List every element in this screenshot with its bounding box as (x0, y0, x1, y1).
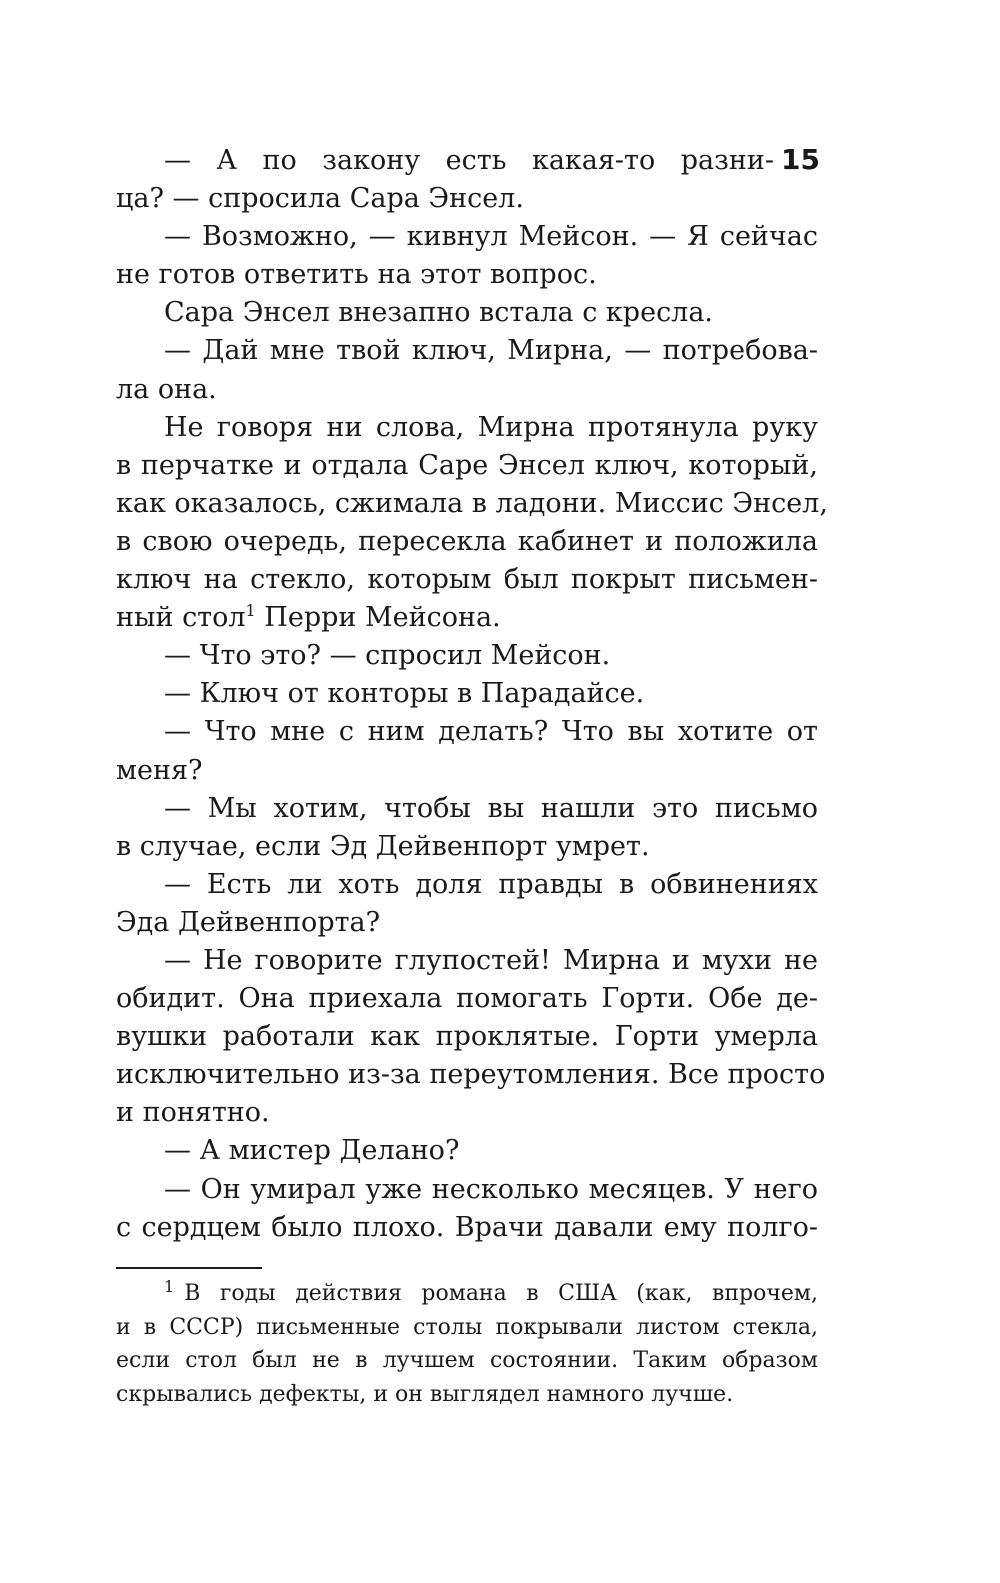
text-line: — Возможно, — кивнул Мейсон. — Я сейчас (164, 221, 818, 253)
footnote (116, 1277, 818, 1411)
text-line-with-footnote (116, 599, 818, 637)
body-text (116, 142, 828, 1247)
footnote-line: и в СССР) письменные столы покрывали листом стекла, (116, 1314, 818, 1340)
text-fragment: Перри Мейсона. (255, 602, 501, 634)
text-line: — Он умирал уже несколько месяцев. У него (164, 1173, 818, 1205)
text-line: ключ на стекло, которым был покрыт письмен- (116, 564, 818, 596)
footnote-line (116, 1277, 818, 1311)
text-line: — Не говорите глупостей! Мирна и мухи не (164, 944, 818, 976)
footnote-text: В годы действия романа в США (как, впрочем, (184, 1281, 818, 1306)
text-line: — Мы хотим, чтобы вы нашли это письмо (164, 792, 818, 824)
text-line: — Что мне с ним делать? Что вы хотите от (164, 716, 818, 748)
text-line: и понятно. (116, 1097, 270, 1129)
text-line: не готов ответить на этот вопрос. (116, 259, 597, 291)
text-line: вушки работали как проклятые. Горти умерла (116, 1021, 818, 1053)
footnote-divider (116, 1267, 262, 1269)
text-line: — Ключ от конторы в Парадайсе. (164, 678, 645, 710)
text-line: как оказалось, сжимала в ладони. Миссис Энсел, (116, 487, 828, 519)
footnote-reference: 1 (245, 601, 256, 621)
text-line: меня? (116, 754, 203, 786)
footnote-line: если стол был не в лучшем состоянии. Таким образом (116, 1348, 818, 1373)
page-number: 15 (781, 143, 820, 176)
text-line: Не говоря ни слова, Мирна протянула руку (164, 411, 818, 443)
text-line: — Есть ли хоть доля правды в обвинениях (164, 868, 818, 900)
footnote-marker: 1 (164, 1277, 175, 1296)
text-line: Эда Дейвенпорта? (116, 906, 381, 938)
text-line: ла она. (116, 373, 217, 405)
text-line: — Дай мне твой ключ, Мирна, — потребова- (164, 335, 818, 367)
footnote-line: скрывались дефекты, и он выглядел намного лучше. (116, 1381, 734, 1407)
text-line: в свою очередь, пересекла кабинет и положила (116, 525, 818, 557)
text-line: обидит. Она приехала помогать Горти. Обе де- (116, 983, 818, 1015)
text-fragment: ный стол (116, 602, 246, 634)
text-line: — Что это? — спросил Мейсон. (164, 640, 611, 672)
text-line: в перчатке и отдала Саре Энсел ключ, который, (116, 449, 818, 481)
text-line: ца? — спросила Сара Энсел. (116, 183, 524, 215)
text-line: — А мистер Делано? (164, 1135, 460, 1167)
text-line: Сара Энсел внезапно встала с кресла. (164, 297, 714, 329)
text-line: в случае, если Эд Дейвенпорт умрет. (116, 830, 650, 862)
text-line: — А по закону есть какая-то разни- (164, 145, 774, 176)
text-line: исключительно из-за переутомления. Все просто (116, 1059, 826, 1091)
text-line: с сердцем было плохо. Врачи давали ему полго- (116, 1211, 818, 1243)
